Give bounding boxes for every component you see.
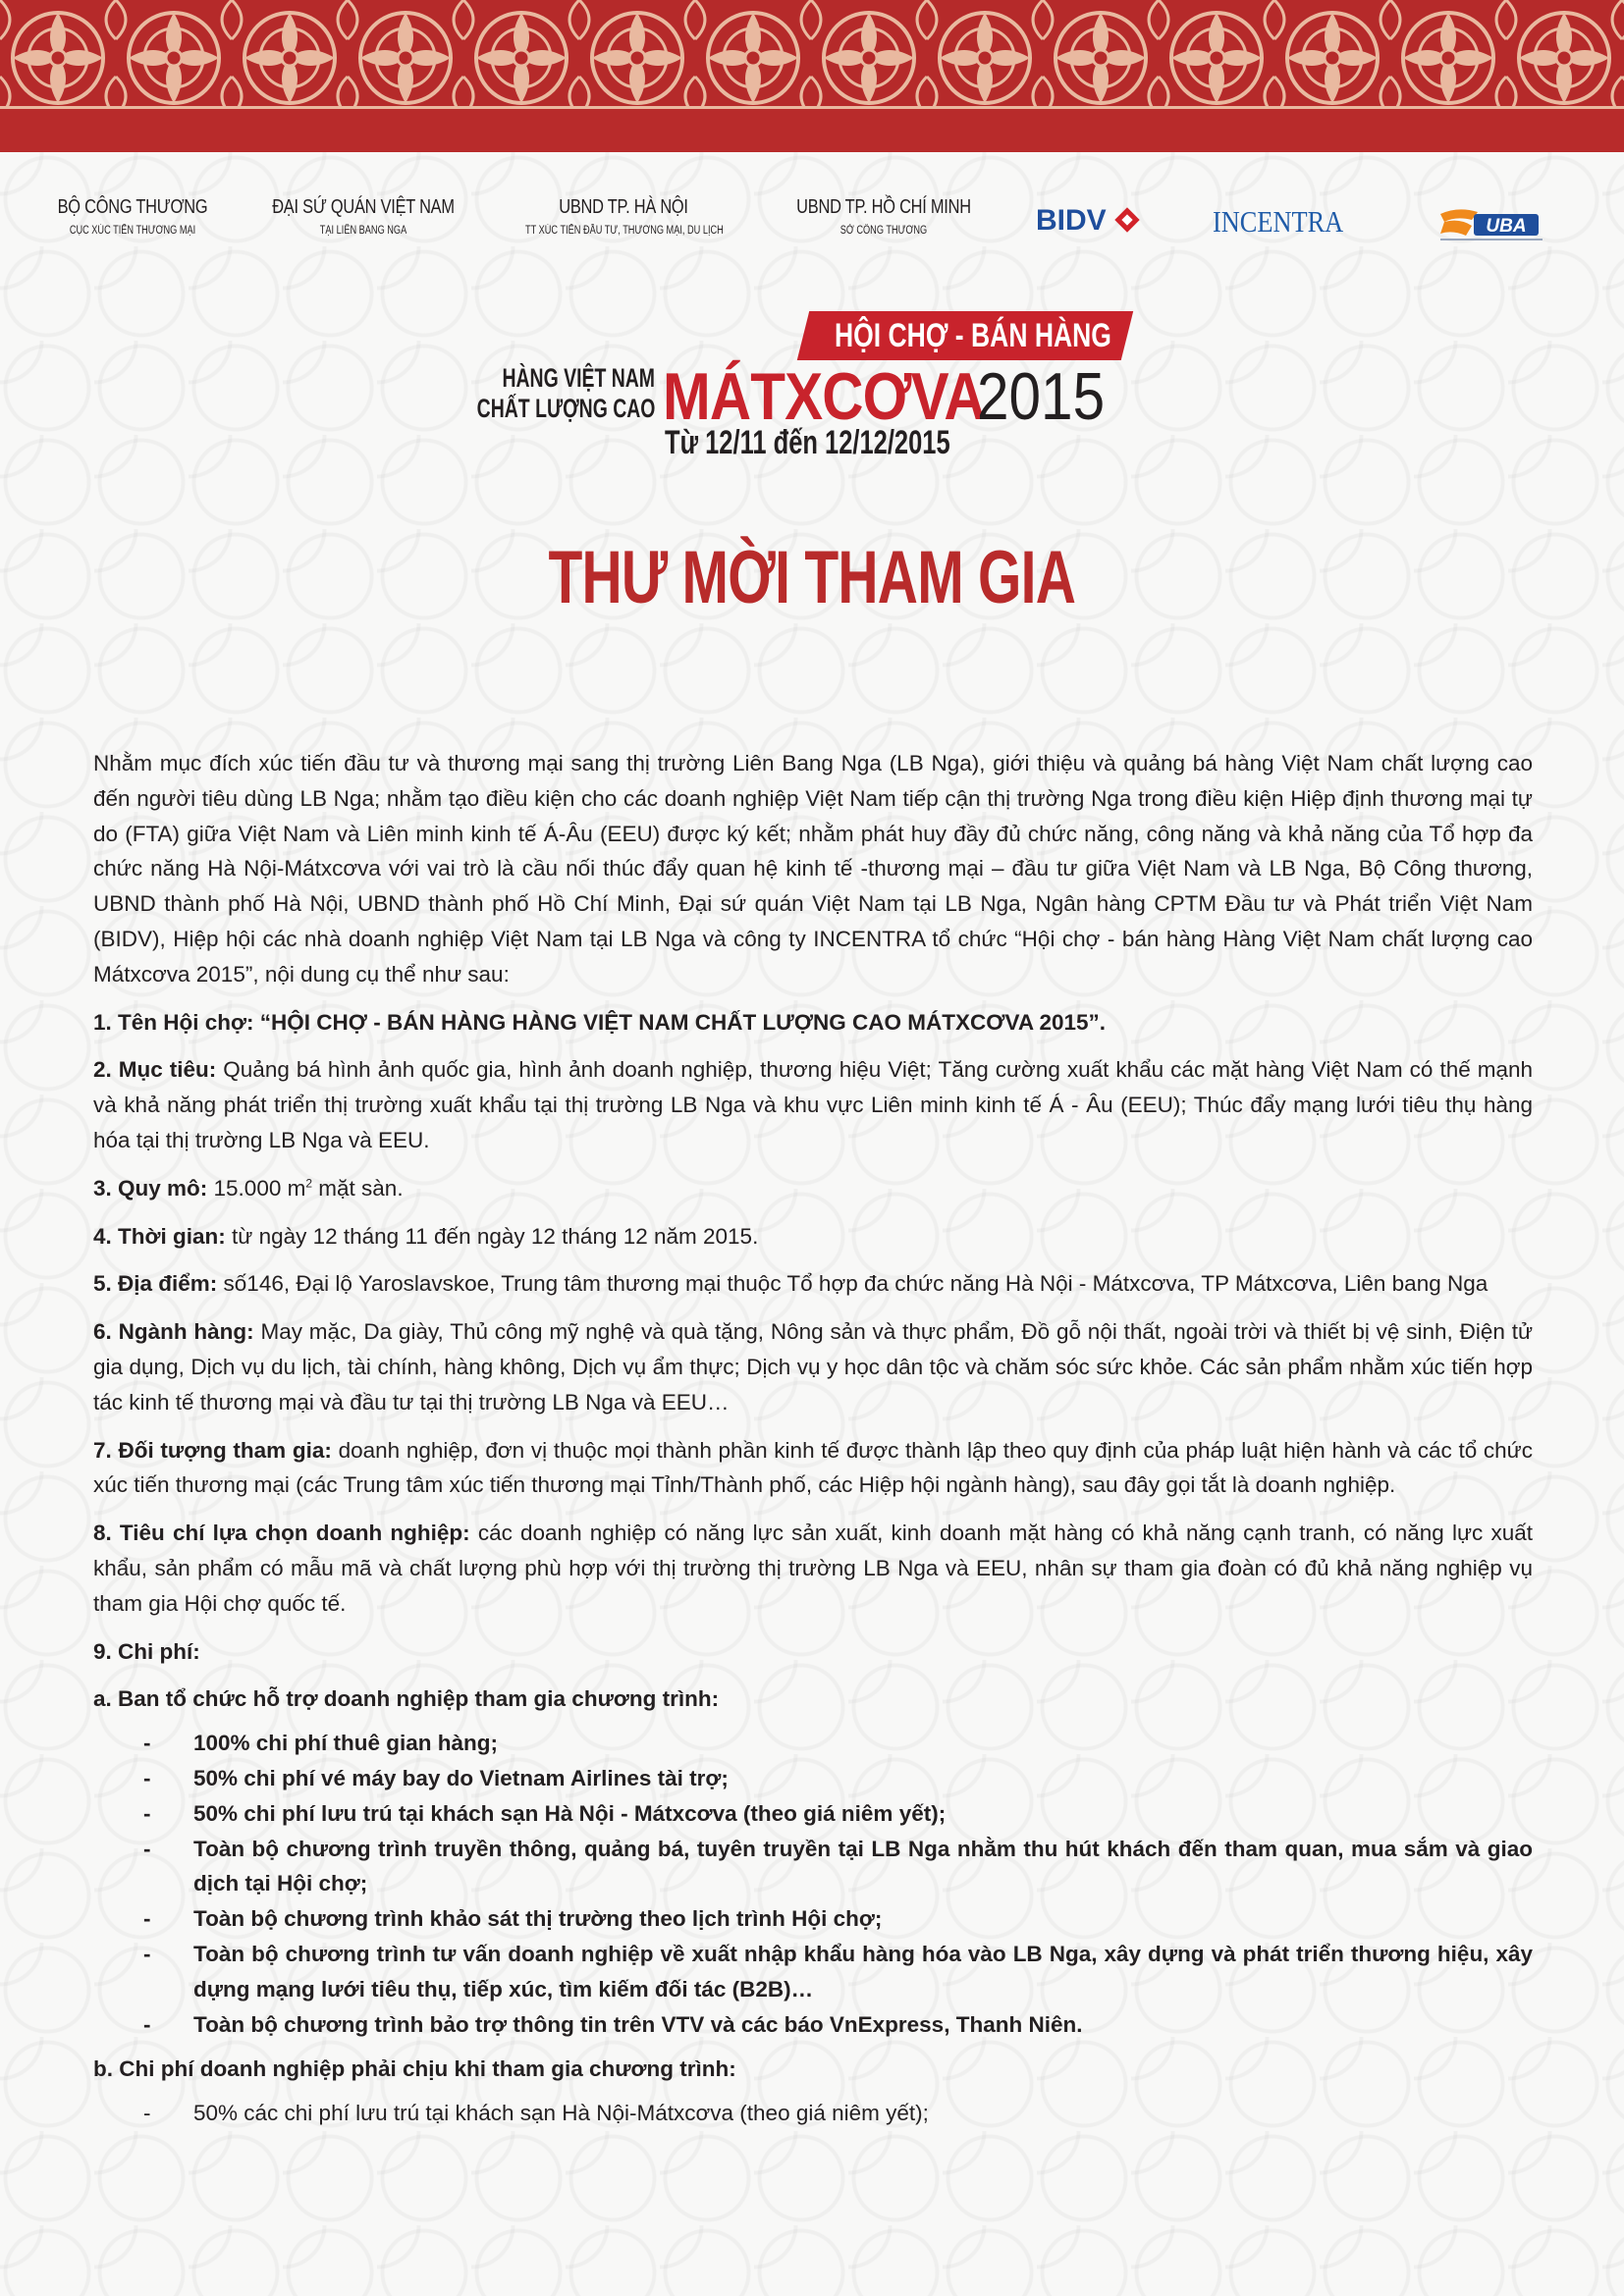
fair-header <box>476 309 1178 471</box>
item-label: 2. Mục tiêu: <box>93 1057 224 1083</box>
item-label: 4. Thời gian: <box>93 1223 232 1249</box>
list-item: - 100% chi phí thuê gian hàng; <box>93 1726 1533 1761</box>
item-label: 6. Ngành hàng: <box>93 1319 261 1345</box>
costs-company-heading <box>93 2052 1533 2087</box>
partner-hcmc <box>771 196 997 237</box>
intro-paragraph: Nhằm mục đích xúc tiến đầu tư và thương mại sang thị trường Liên Bang Nga (LB Nga), giới thiệu và quảng bá hàng Việt Nam chất lượng cao đến người tiêu dùng LB Nga; nhằm tạo điều kiện cho các doanh nghiệp Việt Nam tiếp cận thị trường Nga trong điều kiện Hiệp định thương mại tự do (FTA) giữa Việt Nam và Liên minh kinh tế Á-Âu (EEU) được ký kết; nhằm phát huy đầy đủ chức năng, công năng và khả năng của Tổ hợp đa chức năng Hà Nội-Mátxcơva với vai trò là cầu nối thúc đẩy quan hệ kinh tế -thương mại – đầu tư giữa Việt Nam và LB Nga, Bộ Công thương, UBND thành phố Hà Nội, UBND thành phố Hồ Chí Minh, Đại sứ quán Việt Nam tại LB Nga, Ngân hàng CPTM Đầu tư và Phát triển Việt Nam (BIDV), Hiệp hội các nhà doanh nghiệp Việt Nam tại LB Nga và công ty INCENTRA tổ chức “Hội chợ - bán hàng Hàng Việt Nam chất lượng cao Mátxcơva 2015”, nội dung cụ thể như sau: <box>93 751 1533 987</box>
fair-year: 2015 <box>977 359 1106 434</box>
item-scale <box>93 1171 1533 1206</box>
item-text: các doanh nghiệp có năng lực sản xuất, kinh doanh mặt hàng có khả năng cạnh tranh, có năng lực xuất khẩu, sản phẩm có mẫu mã và chất lượng phù hợp với thị trường thị trường LB Nga và EEU, nhân sự tham gia đoàn có đủ khả năng nghiệp vụ tham gia Hội chợ quốc tế. <box>93 1521 1533 1616</box>
uba-logo-text: UBA <box>1486 216 1527 237</box>
list-item: - 50% chi phí lưu trú tại khách sạn Hà Nội - Mátxcơva (theo giá niêm yết); <box>93 1796 1533 1832</box>
bidv-logo <box>1036 204 1140 238</box>
fair-city: MÁTXCƠVA <box>663 359 985 434</box>
item-criteria <box>93 1516 1533 1621</box>
fair-tag: HỘI CHỢ - BÁN HÀNG <box>835 317 1111 354</box>
list-item: - 50% các chi phí lưu trú tại khách sạn Hà Nội-Mátxcơva (theo giá niêm yết); <box>93 2096 1533 2131</box>
partner-moit <box>39 196 226 237</box>
item-label: 5. Địa điểm: <box>93 1271 224 1297</box>
partner-name: BỘ CÔNG THƯƠNG <box>57 196 208 218</box>
ornamental-banner <box>0 0 1624 152</box>
list-item: - Toàn bộ chương trình bảo trợ thông tin trên VTV và các báo VnExpress, Thanh Niên. <box>93 2007 1533 2043</box>
item-label: 7. Đối tượng tham gia: <box>93 1437 339 1463</box>
partner-subtitle: CỤC XÚC TIẾN THƯƠNG MẠI <box>69 225 196 237</box>
item-label: 3. Quy mô: <box>93 1175 214 1201</box>
item-text: May mặc, Da giày, Thủ công mỹ nghệ và quà tặng, Nông sản và thực phẩm, Đồ gỗ nội thất, ngoài trời và thiết bị vệ sinh, Điện tử gia dụng, Dịch vụ du lịch, tài chính, hàng không, Dịch vụ ẩm thực; Dịch vụ y học dân tộc và chăm sóc sức khỏe. Các sản phẩm nhằm xúc tiến hợp tác kinh tế thương mại và đầu tư tại thị trường LB Nga và EEU… <box>93 1319 1534 1415</box>
costs-company-label: b. Chi phí doanh nghiệp phải chịu khi tham gia chương trình: <box>93 2056 736 2082</box>
partner-row <box>0 196 1624 265</box>
uba-logo <box>1438 206 1546 250</box>
item-label: 8. Tiêu chí lựa chọn doanh nghiệp: <box>93 1521 478 1546</box>
costs-support-label: a. Ban tổ chức hỗ trợ doanh nghiệp tham gia chương trình: <box>93 1686 720 1712</box>
item-superscript: 2 <box>305 1176 313 1191</box>
partner-hanoi <box>501 196 746 237</box>
item-label: 1. Tên Hội chợ: <box>93 1009 260 1035</box>
item-objective <box>93 1052 1533 1157</box>
list-item: - Toàn bộ chương trình truyền thông, quảng bá, tuyên truyền tại LB Nga nhằm thu hút khách đến tham quan, mua sắm và giao dịch tại Hội chợ; <box>93 1832 1533 1902</box>
partner-name: ĐẠI SỨ QUÁN VIỆT NAM <box>272 196 455 218</box>
partner-subtitle: TT XÚC TIẾN ĐẦU TƯ, THƯƠNG MẠI, DU LỊCH <box>525 225 724 237</box>
costs-support-list <box>93 1726 1533 2042</box>
letter-body <box>93 746 1533 2141</box>
item-fair-name <box>93 1005 1533 1041</box>
partner-embassy <box>250 196 476 237</box>
partner-subtitle: TẠI LIÊN BANG NGA <box>319 225 407 237</box>
list-item: - Toàn bộ chương trình khảo sát thị trường theo lịch trình Hội chợ; <box>93 1901 1533 1937</box>
fair-line-1: HÀNG VIỆT NAM <box>502 363 655 393</box>
item-sectors <box>93 1314 1533 1419</box>
costs-support-heading <box>93 1682 1533 1717</box>
item-text: Quảng bá hình ảnh quốc gia, hình ảnh doanh nghiệp, thương hiệu Việt; Tăng cường xuất khẩu các mặt hàng Việt Nam có thế mạnh và khả năng phát triển thị trường xuất khẩu tại thị trường LB Nga và khu vực Liên minh kinh tế Á - Âu (EEU); Thúc đẩy mạng lưới tiêu thụ hàng hóa tại thị trường LB Nga và EEU. <box>93 1057 1534 1152</box>
page-title <box>0 535 1624 620</box>
item-location <box>93 1266 1533 1302</box>
fair-dates: Từ 12/11 đến 12/12/2015 <box>665 424 950 461</box>
page-title-text: THƯ MỜI THAM GIA <box>548 536 1076 619</box>
fair-line-2: CHẤT LƯỢNG CAO <box>476 394 655 423</box>
partner-name: UBND TP. HỒ CHÍ MINH <box>796 196 971 218</box>
uba-emblem-icon <box>1438 206 1546 245</box>
item-time <box>93 1219 1533 1255</box>
item-text-tail: mặt sàn. <box>312 1175 404 1201</box>
item-text: doanh nghiệp, đơn vị thuộc mọi thành phần kinh tế được thành lập theo quy định của pháp luật hiện hành và các tổ chức xúc tiến thương mại (các Trung tâm xúc tiến thương mại Tỉnh/Thành phố, các Hiệp hội ngành hàng), sau đây gọi tắt là doanh nghiệp. <box>93 1437 1533 1498</box>
list-item: - 50% chi phí vé máy bay do Vietnam Airlines tài trợ; <box>93 1761 1533 1796</box>
incentra-logo: INCENTRA <box>1213 204 1344 239</box>
bidv-logo-text: BIDV <box>1036 204 1107 237</box>
item-text: 15.000 m <box>213 1175 306 1201</box>
bidv-diamond-icon <box>1114 207 1140 233</box>
item-participants <box>93 1433 1533 1504</box>
list-item: - Toàn bộ chương trình tư vấn doanh nghiệp về xuất nhập khẩu hàng hóa vào LB Nga, xây dựng và phát triển thương hiệu, xây dựng mạng lưới tiêu thụ, tiếp xúc, tìm kiếm đối tác (B2B)… <box>93 1937 1533 2007</box>
item-text: số146, Đại lộ Yaroslavskoe, Trung tâm thương mại thuộc Tổ hợp đa chức năng Hà Nội - Mátxcơva, TP Mátxcơva, Liên bang Nga <box>223 1271 1489 1297</box>
partner-subtitle: SỞ CÔNG THƯƠNG <box>839 225 928 237</box>
item-costs <box>93 1634 1533 1670</box>
item-label: 9. Chi phí: <box>93 1638 200 1664</box>
item-text: “HỘI CHỢ - BÁN HÀNG HÀNG VIỆT NAM CHẤT LƯỢNG CAO MÁTXCƠVA 2015”. <box>259 1009 1107 1035</box>
item-text: từ ngày 12 tháng 11 đến ngày 12 tháng 12 năm 2015. <box>232 1223 759 1249</box>
partner-name: UBND TP. HÀ NỘI <box>559 196 688 218</box>
costs-company-list <box>93 2096 1533 2131</box>
